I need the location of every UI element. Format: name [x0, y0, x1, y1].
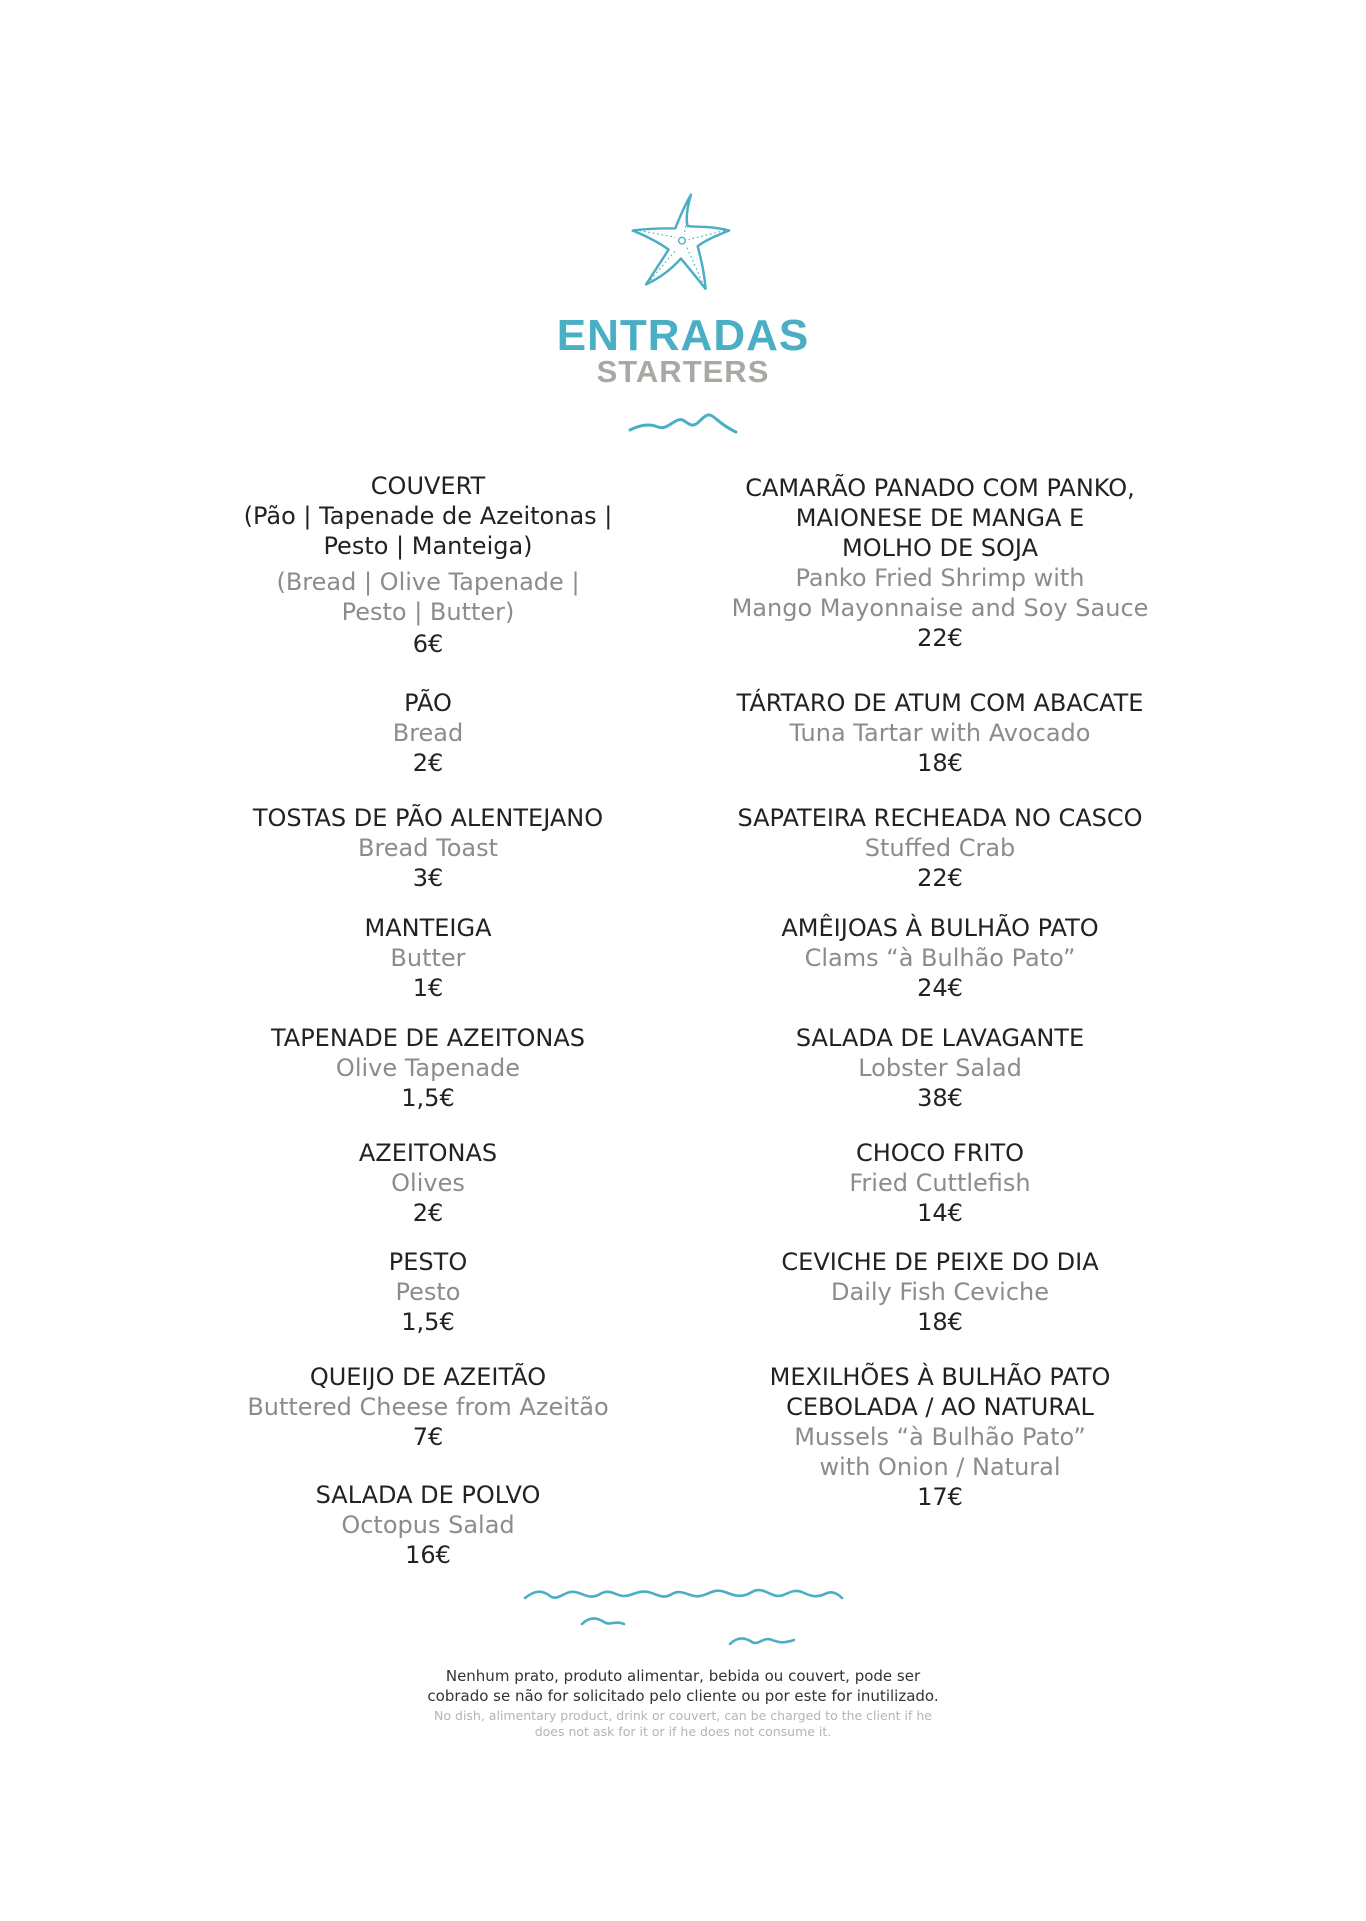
dish-name-pt: SAPATEIRA RECHEADA NO CASCO [737, 804, 1143, 832]
dish-name-en: Lobster Salad [858, 1054, 1022, 1082]
dish-name-pt: PÃO [404, 689, 452, 717]
menu-item-mexilhoes [700, 1362, 1180, 1512]
menu-item-sapateira [700, 803, 1180, 893]
dish-name-en: (Bread | Olive Tapenade | Pesto | Butter) [276, 568, 580, 626]
dish-name-pt: CAMARÃO PANADO COM PANKO, MAIONESE DE MANGA E MOLHO DE SOJA [745, 474, 1135, 562]
menu-item-pesto [228, 1247, 628, 1337]
dish-price: 22€ [917, 864, 963, 892]
dish-price: 17€ [917, 1483, 963, 1511]
dish-name-en: Fried Cuttlefish [849, 1169, 1031, 1197]
menu-item-camarao [700, 473, 1180, 653]
dish-name-en: Octopus Salad [341, 1511, 515, 1539]
menu-item-ameijoas [700, 913, 1180, 1003]
dish-name-pt: PESTO [388, 1248, 468, 1276]
page-title: ENTRADAS [556, 311, 810, 360]
dish-name-pt: QUEIJO DE AZEITÃO [309, 1363, 547, 1391]
dish-name-pt: COUVERT (Pão | Tapenade de Azeitonas | Pesto | Manteiga) [243, 472, 613, 560]
dish-price: 18€ [917, 749, 963, 777]
dish-name-pt: TÁRTARO DE ATUM COM ABACATE [736, 689, 1144, 717]
dish-price: 2€ [412, 749, 444, 777]
dish-name-en: Stuffed Crab [864, 834, 1016, 862]
dish-name-pt: MEXILHÕES À BULHÃO PATO CEBOLADA / AO NATURAL [769, 1363, 1111, 1421]
dish-name-en: Bread Toast [357, 834, 499, 862]
dish-price: 22€ [917, 624, 963, 652]
dish-price: 1,5€ [401, 1084, 455, 1112]
dish-name-en: Bread [392, 719, 464, 747]
dish-name-pt: TAPENADE DE AZEITONAS [270, 1024, 586, 1052]
menu-item-queijo [228, 1362, 628, 1452]
dish-name-en: Mussels “à Bulhão Pato” with Onion / Natural [794, 1423, 1086, 1481]
dish-name-en: Panko Fried Shrimp with Mango Mayonnaise and Soy Sauce [731, 564, 1149, 622]
dish-name-en: Olives [391, 1169, 465, 1197]
dish-name-pt: TOSTAS DE PÃO ALENTEJANO [252, 804, 604, 832]
menu-item-tapenade [228, 1023, 628, 1113]
dish-name-pt: MANTEIGA [364, 914, 492, 942]
dish-name-pt: AMÊIJOAS À BULHÃO PATO [781, 914, 1099, 942]
dish-price: 24€ [917, 974, 963, 1002]
dish-name-en: Olive Tapenade [335, 1054, 521, 1082]
dish-name-en: Butter [390, 944, 466, 972]
dish-price: 38€ [917, 1084, 963, 1112]
legal-notice-pt: Nenhum prato, produto alimentar, bebida ou couvert, pode ser cobrado se não for solicitado pelo cliente ou por este for inutilizado. [427, 1667, 939, 1705]
menu-item-choco [700, 1138, 1180, 1228]
dish-name-pt: SALADA DE LAVAGANTE [795, 1024, 1085, 1052]
dish-price: 2€ [412, 1199, 444, 1227]
menu-item-azeitonas [228, 1138, 628, 1228]
dish-name-en: Daily Fish Ceviche [831, 1278, 1049, 1306]
wave-divider-icon [628, 412, 738, 436]
dish-price: 1,5€ [401, 1308, 455, 1336]
dish-price: 16€ [405, 1541, 451, 1569]
dish-name-en: Buttered Cheese from Azeitão [247, 1393, 609, 1421]
legal-notice-en: No dish, alimentary product, drink or couvert, can be charged to the client if he does not ask for it or if he does not consume it. [434, 1708, 932, 1739]
menu-item-tartaro [700, 688, 1180, 778]
menu-item-manteiga [228, 913, 628, 1003]
dish-name-pt: SALADA DE POLVO [315, 1481, 541, 1509]
menu-item-ceviche [700, 1247, 1180, 1337]
dish-name-en: Tuna Tartar with Avocado [789, 719, 1091, 747]
menu-item-salada-polvo [228, 1480, 628, 1570]
dish-price: 14€ [917, 1199, 963, 1227]
page-subtitle: STARTERS [596, 354, 770, 389]
menu-item-tostas [228, 803, 628, 893]
dish-price: 3€ [412, 864, 444, 892]
dish-name-pt: CHOCO FRITO [855, 1139, 1025, 1167]
dish-price: 18€ [917, 1308, 963, 1336]
dish-price: 1€ [412, 974, 444, 1002]
menu-item-couvert [228, 471, 628, 659]
dish-price: 6€ [412, 630, 444, 658]
dish-name-pt: CEVICHE DE PEIXE DO DIA [781, 1248, 1099, 1276]
dish-name-pt: AZEITONAS [358, 1139, 498, 1167]
dish-name-en: Clams “à Bulhão Pato” [804, 944, 1076, 972]
menu-item-lavagante [700, 1023, 1180, 1113]
menu-item-pao [228, 688, 628, 778]
starfish-icon [626, 188, 738, 300]
dish-price: 7€ [412, 1423, 444, 1451]
dish-name-en: Pesto [395, 1278, 461, 1306]
waves-icon [520, 1578, 850, 1658]
